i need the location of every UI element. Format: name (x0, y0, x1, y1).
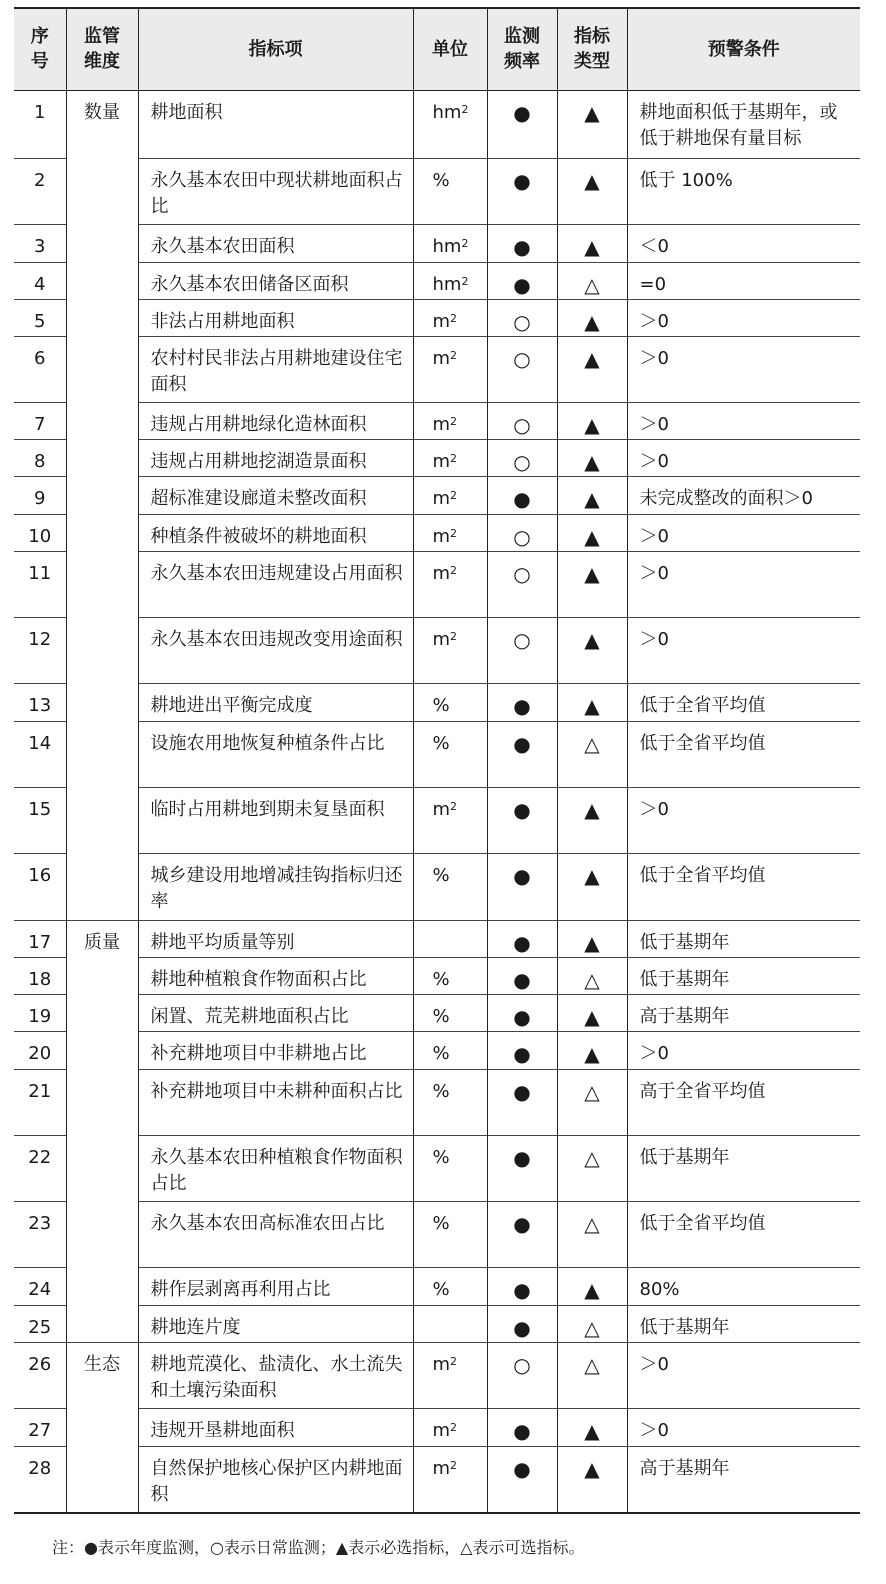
indicator-name: 永久基本农田中现状耕地面积占比 (138, 158, 413, 224)
table-row (14, 476, 860, 514)
type-symbol: △ (557, 1342, 627, 1408)
unit-text: m (432, 1419, 451, 1441)
unit-text: m (432, 798, 451, 820)
unit-text: % (432, 1146, 450, 1168)
table-row (14, 90, 860, 158)
type-symbol: △ (557, 1135, 627, 1201)
unit-text: m (432, 310, 451, 332)
warning-condition: 低于全省平均值 (627, 853, 860, 920)
indicator-name: 自然保护地核心保护区内耕地面积 (138, 1446, 413, 1513)
type-symbol: ▲ (557, 158, 627, 224)
type-symbol: ▲ (557, 617, 627, 683)
type-symbol: ▲ (557, 402, 627, 439)
table-row (14, 1135, 860, 1201)
warning-condition: =0 (627, 262, 860, 299)
row-number: 13 (14, 683, 66, 721)
unit-cell (413, 920, 487, 957)
warning-condition: 低于全省平均值 (627, 683, 860, 721)
warning-condition: 80% (627, 1267, 860, 1305)
row-number: 20 (14, 1031, 66, 1069)
unit-text: m (432, 413, 451, 435)
header-indicator: 指标项 (138, 8, 413, 90)
frequency-symbol: ● (487, 994, 557, 1031)
unit-cell (413, 1201, 487, 1267)
frequency-symbol: ● (487, 721, 557, 787)
unit-text: hm (432, 273, 462, 295)
indicator-name: 耕地种植粮食作物面积占比 (138, 957, 413, 994)
frequency-symbol: ○ (487, 514, 557, 551)
unit-cell (413, 994, 487, 1031)
unit-cell (413, 787, 487, 853)
unit-cell (413, 957, 487, 994)
unit-text: m (432, 450, 451, 472)
unit-superscript: 2 (450, 799, 458, 813)
unit-superscript: 2 (450, 348, 458, 362)
row-number: 18 (14, 957, 66, 994)
frequency-symbol: ● (487, 957, 557, 994)
warning-condition: 低于全省平均值 (627, 721, 860, 787)
warning-condition: 低于 100% (627, 158, 860, 224)
warning-condition: ＞0 (627, 299, 860, 336)
warning-condition: ＞0 (627, 787, 860, 853)
type-symbol: ▲ (557, 920, 627, 957)
table-row (14, 721, 860, 787)
table-row (14, 402, 860, 439)
frequency-symbol: ● (487, 476, 557, 514)
table-row (14, 1408, 860, 1446)
indicator-name: 设施农用地恢复种植条件占比 (138, 721, 413, 787)
unit-superscript: 2 (450, 311, 458, 325)
unit-superscript: 2 (450, 629, 458, 643)
unit-text: m (432, 525, 451, 547)
unit-superscript: 2 (450, 414, 458, 428)
row-number: 25 (14, 1305, 66, 1342)
unit-cell (413, 1267, 487, 1305)
frequency-symbol: ○ (487, 439, 557, 476)
type-symbol: △ (557, 1201, 627, 1267)
unit-superscript: 2 (450, 1458, 458, 1472)
type-symbol: ▲ (557, 1446, 627, 1513)
unit-text: % (432, 1080, 450, 1102)
table-row (14, 1069, 860, 1135)
unit-superscript: 2 (450, 526, 458, 540)
frequency-symbol: ○ (487, 1342, 557, 1408)
indicator-name: 永久基本农田违规建设占用面积 (138, 551, 413, 617)
row-number: 17 (14, 920, 66, 957)
frequency-symbol: ● (487, 1135, 557, 1201)
type-symbol: ▲ (557, 476, 627, 514)
header-unit: 单位 (413, 8, 487, 90)
table-row (14, 514, 860, 551)
dimension-cell: 生态 (66, 1342, 138, 1513)
frequency-symbol: ● (487, 1069, 557, 1135)
unit-text: m (432, 347, 451, 369)
type-symbol: △ (557, 1069, 627, 1135)
unit-cell (413, 1069, 487, 1135)
frequency-symbol: ● (487, 787, 557, 853)
row-number: 9 (14, 476, 66, 514)
frequency-symbol: ○ (487, 551, 557, 617)
table-row (14, 1305, 860, 1342)
indicator-table (14, 7, 860, 1514)
row-number: 10 (14, 514, 66, 551)
row-number: 1 (34, 101, 46, 123)
indicator-name: 农村村民非法占用耕地建设住宅面积 (138, 336, 413, 402)
table-row (14, 551, 860, 617)
unit-cell (413, 1031, 487, 1069)
type-symbol: ▲ (557, 336, 627, 402)
unit-text: % (432, 1042, 450, 1064)
dimension-cell: 质量 (66, 920, 138, 1342)
row-number: 3 (14, 224, 66, 262)
unit-text: m (432, 1353, 451, 1375)
unit-text: % (432, 1212, 450, 1234)
table-row (14, 336, 860, 402)
indicator-name: 城乡建设用地增减挂钩指标归还率 (138, 853, 413, 920)
unit-cell (413, 476, 487, 514)
table-row (14, 787, 860, 853)
unit-text: hm (432, 101, 462, 123)
unit-cell (413, 299, 487, 336)
frequency-symbol: ● (487, 262, 557, 299)
indicator-name: 耕作层剥离再利用占比 (138, 1267, 413, 1305)
row-number: 4 (14, 262, 66, 299)
unit-superscript: 2 (461, 236, 469, 250)
warning-condition: ＜0 (627, 224, 860, 262)
frequency-symbol: ● (487, 1031, 557, 1069)
table-body (14, 90, 860, 1513)
dimension-cell: 数量 (66, 90, 138, 920)
unit-text: % (432, 1278, 450, 1300)
warning-condition: 低于基期年 (627, 920, 860, 957)
unit-superscript: 2 (461, 274, 469, 288)
unit-superscript: 2 (461, 102, 469, 116)
warning-condition: ＞0 (627, 1342, 860, 1408)
frequency-symbol: ● (487, 683, 557, 721)
unit-cell (413, 1408, 487, 1446)
warning-condition: 低于全省平均值 (627, 1201, 860, 1267)
type-symbol: ▲ (557, 994, 627, 1031)
table-row (14, 224, 860, 262)
warning-condition: 低于基期年 (627, 957, 860, 994)
warning-condition: ＞0 (627, 439, 860, 476)
indicator-name: 耕地面积 (138, 90, 413, 158)
warning-condition: ＞0 (627, 514, 860, 551)
frequency-symbol: ○ (487, 402, 557, 439)
frequency-symbol: ● (487, 1408, 557, 1446)
type-symbol: △ (557, 1305, 627, 1342)
table-row (14, 683, 860, 721)
type-symbol: ▲ (557, 787, 627, 853)
type-symbol: ▲ (557, 1408, 627, 1446)
type-symbol: △ (557, 721, 627, 787)
warning-condition: ＞0 (627, 617, 860, 683)
header-no: 序 号 (14, 8, 66, 90)
frequency-symbol: ● (487, 1305, 557, 1342)
warning-condition: 低于基期年 (627, 1305, 860, 1342)
indicator-name: 违规占用耕地挖湖造景面积 (138, 439, 413, 476)
frequency-symbol: ○ (487, 299, 557, 336)
row-number: 21 (14, 1069, 66, 1135)
header-warning: 预警条件 (627, 8, 860, 90)
row-number: 24 (14, 1267, 66, 1305)
unit-text: m (432, 562, 451, 584)
warning-condition: ＞0 (627, 1408, 860, 1446)
row-number: 8 (14, 439, 66, 476)
row-number: 11 (14, 551, 66, 617)
table-row (14, 1342, 860, 1408)
row-number: 6 (14, 336, 66, 402)
unit-superscript: 2 (450, 1420, 458, 1434)
table-row (14, 262, 860, 299)
unit-cell (413, 1305, 487, 1342)
unit-cell (413, 1135, 487, 1201)
frequency-symbol: ● (487, 1201, 557, 1267)
unit-text: % (432, 864, 450, 886)
type-symbol: ▲ (557, 853, 627, 920)
warning-condition: 高于全省平均值 (627, 1069, 860, 1135)
indicator-name: 临时占用耕地到期未复垦面积 (138, 787, 413, 853)
type-symbol: ▲ (557, 90, 627, 158)
unit-text: hm (432, 235, 462, 257)
row-number: 26 (14, 1342, 66, 1408)
unit-text: % (432, 732, 450, 754)
table-row (14, 1201, 860, 1267)
unit-cell (413, 1446, 487, 1513)
indicator-name: 闲置、荒芜耕地面积占比 (138, 994, 413, 1031)
warning-condition: 高于基期年 (627, 994, 860, 1031)
indicator-name: 耕地荒漠化、盐渍化、水土流失和土壤污染面积 (138, 1342, 413, 1408)
indicator-name: 永久基本农田种植粮食作物面积占比 (138, 1135, 413, 1201)
unit-cell (413, 224, 487, 262)
indicator-name: 违规开垦耕地面积 (138, 1408, 413, 1446)
unit-superscript: 2 (450, 488, 458, 502)
indicator-name: 补充耕地项目中非耕地占比 (138, 1031, 413, 1069)
unit-superscript: 2 (450, 563, 458, 577)
row-number: 2 (14, 158, 66, 224)
unit-text: % (432, 968, 450, 990)
table-note: 注：●表示年度监测，○表示日常监测；▲表示必选指标，△表示可选指标。 (52, 1538, 585, 1557)
unit-text: m (432, 1457, 451, 1479)
row-number: 19 (14, 994, 66, 1031)
warning-condition: 高于基期年 (627, 1446, 860, 1513)
table-row (14, 957, 860, 994)
row-number: 5 (14, 299, 66, 336)
header-type: 指标 类型 (557, 8, 627, 90)
row-number: 16 (14, 853, 66, 920)
frequency-symbol: ● (487, 90, 557, 158)
unit-cell (413, 1342, 487, 1408)
unit-cell (413, 853, 487, 920)
warning-condition: 耕地面积低于基期年，或低于耕地保有量目标 (627, 90, 860, 158)
unit-text: % (432, 694, 450, 716)
table-row (14, 439, 860, 476)
frequency-symbol: ● (487, 853, 557, 920)
unit-cell (413, 402, 487, 439)
frequency-symbol: ○ (487, 617, 557, 683)
table-row (14, 1267, 860, 1305)
table-row (14, 1446, 860, 1513)
indicator-name: 补充耕地项目中未耕种面积占比 (138, 1069, 413, 1135)
table-row (14, 994, 860, 1031)
warning-condition: ＞0 (627, 336, 860, 402)
unit-cell (413, 721, 487, 787)
header-frequency: 监测 频率 (487, 8, 557, 90)
indicator-name: 非法占用耕地面积 (138, 299, 413, 336)
indicator-name: 永久基本农田高标准农田占比 (138, 1201, 413, 1267)
type-symbol: △ (557, 957, 627, 994)
frequency-symbol: ● (487, 1446, 557, 1513)
row-number: 23 (14, 1201, 66, 1267)
unit-cell (413, 683, 487, 721)
indicator-name: 违规占用耕地绿化造林面积 (138, 402, 413, 439)
row-number: 12 (14, 617, 66, 683)
warning-condition: ＞0 (627, 551, 860, 617)
unit-cell (413, 336, 487, 402)
unit-superscript: 2 (450, 451, 458, 465)
frequency-symbol: ● (487, 158, 557, 224)
row-number: 14 (14, 721, 66, 787)
table-row (14, 299, 860, 336)
indicator-name: 永久基本农田面积 (138, 224, 413, 262)
unit-cell (413, 617, 487, 683)
warning-condition: ＞0 (627, 402, 860, 439)
unit-text: % (432, 1005, 450, 1027)
indicator-name: 耕地连片度 (138, 1305, 413, 1342)
indicator-name: 种植条件被破坏的耕地面积 (138, 514, 413, 551)
table-row (14, 1031, 860, 1069)
unit-cell (413, 439, 487, 476)
frequency-symbol: ● (487, 224, 557, 262)
indicator-table-container (14, 7, 860, 1514)
frequency-symbol: ● (487, 1267, 557, 1305)
unit-text: m (432, 628, 451, 650)
type-symbol: ▲ (557, 224, 627, 262)
header-dimension: 监管 维度 (66, 8, 138, 90)
indicator-name: 永久基本农田违规改变用途面积 (138, 617, 413, 683)
row-number: 15 (14, 787, 66, 853)
row-number: 7 (14, 402, 66, 439)
warning-condition: 低于基期年 (627, 1135, 860, 1201)
unit-text: % (432, 169, 450, 191)
unit-superscript: 2 (450, 1354, 458, 1368)
unit-cell (413, 158, 487, 224)
indicator-name: 超标准建设廊道未整改面积 (138, 476, 413, 514)
unit-text: m (432, 487, 451, 509)
warning-condition: 未完成整改的面积＞0 (627, 476, 860, 514)
unit-cell (413, 551, 487, 617)
indicator-name: 耕地进出平衡完成度 (138, 683, 413, 721)
unit-cell (413, 514, 487, 551)
table-row (14, 853, 860, 920)
indicator-name: 永久基本农田储备区面积 (138, 262, 413, 299)
row-number: 22 (14, 1135, 66, 1201)
frequency-symbol: ● (487, 920, 557, 957)
table-row (14, 617, 860, 683)
frequency-symbol: ○ (487, 336, 557, 402)
type-symbol: ▲ (557, 439, 627, 476)
table-row (14, 158, 860, 224)
row-number: 27 (14, 1408, 66, 1446)
type-symbol: ▲ (557, 1031, 627, 1069)
type-symbol: ▲ (557, 683, 627, 721)
type-symbol: ▲ (557, 1267, 627, 1305)
type-symbol: △ (557, 262, 627, 299)
row-number: 28 (14, 1446, 66, 1513)
type-symbol: ▲ (557, 551, 627, 617)
type-symbol: ▲ (557, 514, 627, 551)
table-header-row (14, 8, 860, 90)
warning-condition: ＞0 (627, 1031, 860, 1069)
table-row (14, 920, 860, 957)
unit-cell (413, 90, 487, 158)
indicator-name: 耕地平均质量等别 (138, 920, 413, 957)
unit-cell (413, 262, 487, 299)
type-symbol: ▲ (557, 299, 627, 336)
